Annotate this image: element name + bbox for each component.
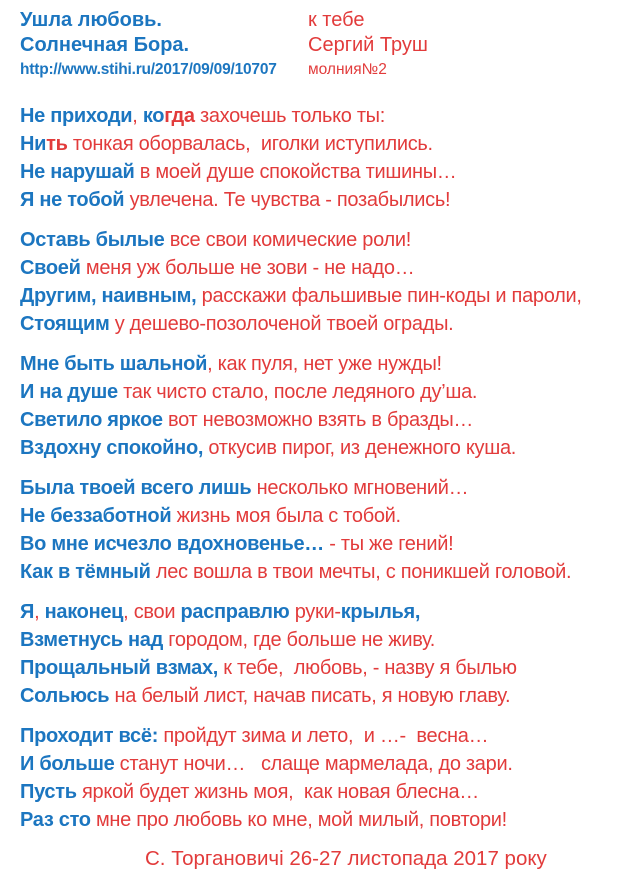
poem-line [20,750,601,778]
stanza [20,226,601,338]
poem-segment: расскажи фальшивые пин-коды и пароли, [196,285,582,307]
tag-label: молния№2 [308,61,387,78]
poem-line [20,598,601,626]
poem-line [20,530,601,558]
poem-segment: : [151,725,159,747]
poem-segment: Своей [20,257,81,279]
poem-segment: Я [20,601,35,623]
poem-line [20,158,601,186]
stanza [20,598,601,710]
poem-segment: откусив пирог, из денежного куша. [203,437,517,459]
source-url[interactable]: http://www.stihi.ru/2017/09/09/10707 [20,61,277,78]
poem-segment: , [132,105,138,127]
poem-segment: наконец [39,601,124,623]
poem-line [20,226,601,254]
stanza [20,474,601,586]
poem-segment: Была твоей всего лишь [20,477,252,499]
stanza [20,722,601,834]
poem-segment: вот невозможно взять в бразды… [162,409,474,431]
poem-line [20,722,601,750]
poem-segment: Я не тобой [20,189,125,211]
poem-segment: свои [128,601,181,623]
poem-segment: городом, где больше не живу. [163,629,436,651]
poem-segment: на белый лист, начав писать, я новую главу. [109,685,511,707]
poem-segment: Мне быть шальной [20,353,208,375]
poem-segment: Светило яркое [20,409,163,431]
poem-segment: Сольюсь [20,685,110,707]
stanza [20,102,601,214]
poem-segment: Стоящим [20,313,110,335]
poem-segment: у дешево-позолоченой твоей ограды. [109,313,454,335]
poem-segment: И на душе [20,381,118,403]
poem-segment: мне про любовь ко мне, мой милый, повтори! [90,809,507,831]
poem-segment: Не приходи [20,105,133,127]
poem-segment: Ни [20,133,47,155]
poem-segment: Раз сто [20,809,91,831]
poem-segment: крылья, [340,601,421,623]
poem-line [20,350,601,378]
poem-line [20,186,601,214]
poem-segment: Прощальный взмах, [20,657,219,679]
poem [20,102,601,834]
poem-segment: жизнь моя была с тобой. [171,505,401,527]
poem-line [20,102,601,130]
poem-segment: Вздохну спокойно, [20,437,204,459]
poem-segment: меня уж больше не зови - не надо… [80,257,415,279]
poem-segment: , [34,601,40,623]
poem-segment: в моей душе спокойства тишины… [134,161,457,183]
poem-segment: все свои комические роли! [164,229,411,251]
poem-segment: несколько мгновений… [251,477,469,499]
poem-segment: Пусть [20,781,77,803]
poem-segment: , как пуля, нет уже нужды! [207,353,442,375]
poem-line [20,626,601,654]
poem-segment: яркой будет жизнь моя, как новая блесна… [76,781,479,803]
poem-segment: , [123,601,129,623]
poem-line [20,654,601,682]
poem-line [20,130,601,158]
header [20,8,601,82]
poem-segment: увлечена. Те чувства - позабылись! [124,189,451,211]
poem-line [20,474,601,502]
poem-line [20,254,601,282]
poem-line [20,378,601,406]
poem-segment: гда [164,105,195,127]
poem-segment: тонкая оборвалась, иголки иступились. [67,133,433,155]
poem-segment: Не беззаботной [20,505,172,527]
poem-line [20,434,601,462]
footer-signature: С. Торгановичі 26-27 листопада 2017 року [145,847,547,870]
poem-line [20,406,601,434]
poem-segment: Во мне исчезло вдохновенье… [20,533,324,555]
author-name: Сергий Труш [308,34,428,56]
poem-segment: так чисто стало, после ледяного ду’ша. [117,381,478,403]
poem-segment: Проходит всё [20,725,152,747]
poem-segment: И больше [20,753,115,775]
poem-line [20,310,601,338]
poem-segment: Взметнусь над [20,629,164,651]
poem-line [20,558,601,586]
poem-segment: Не нарушай [20,161,135,183]
poem-subtitle: Солнечная Бора. [20,34,190,56]
poem-line [20,282,601,310]
poem-segment: руки- [289,601,341,623]
poem-segment: расправлю [180,601,290,623]
poem-segment: Как в тёмный [20,561,151,583]
poem-line [20,778,601,806]
dedication-label: к тебе [308,9,365,31]
poem-segment: - ты же гений! [323,533,454,555]
poem-title: Ушла любовь. [20,9,162,31]
poem-segment: Другим, наивным, [20,285,197,307]
poem-segment: к тебе, любовь, - назву я былью [218,657,517,679]
poem-segment: ко [137,105,165,127]
poem-line [20,806,601,834]
poem-segment: пройдут зима и лето, и …- весна… [158,725,489,747]
poem-segment: захочешь только ты: [194,105,386,127]
poem-line [20,682,601,710]
stanza [20,350,601,462]
poem-segment: ть [46,133,68,155]
poem-segment: лес вошла в твои мечты, с поникшей головой. [150,561,572,583]
poem-segment: Оставь былые [20,229,165,251]
poem-line [20,502,601,530]
poem-segment: станут ночи… слаще мармелада, до зари. [114,753,513,775]
